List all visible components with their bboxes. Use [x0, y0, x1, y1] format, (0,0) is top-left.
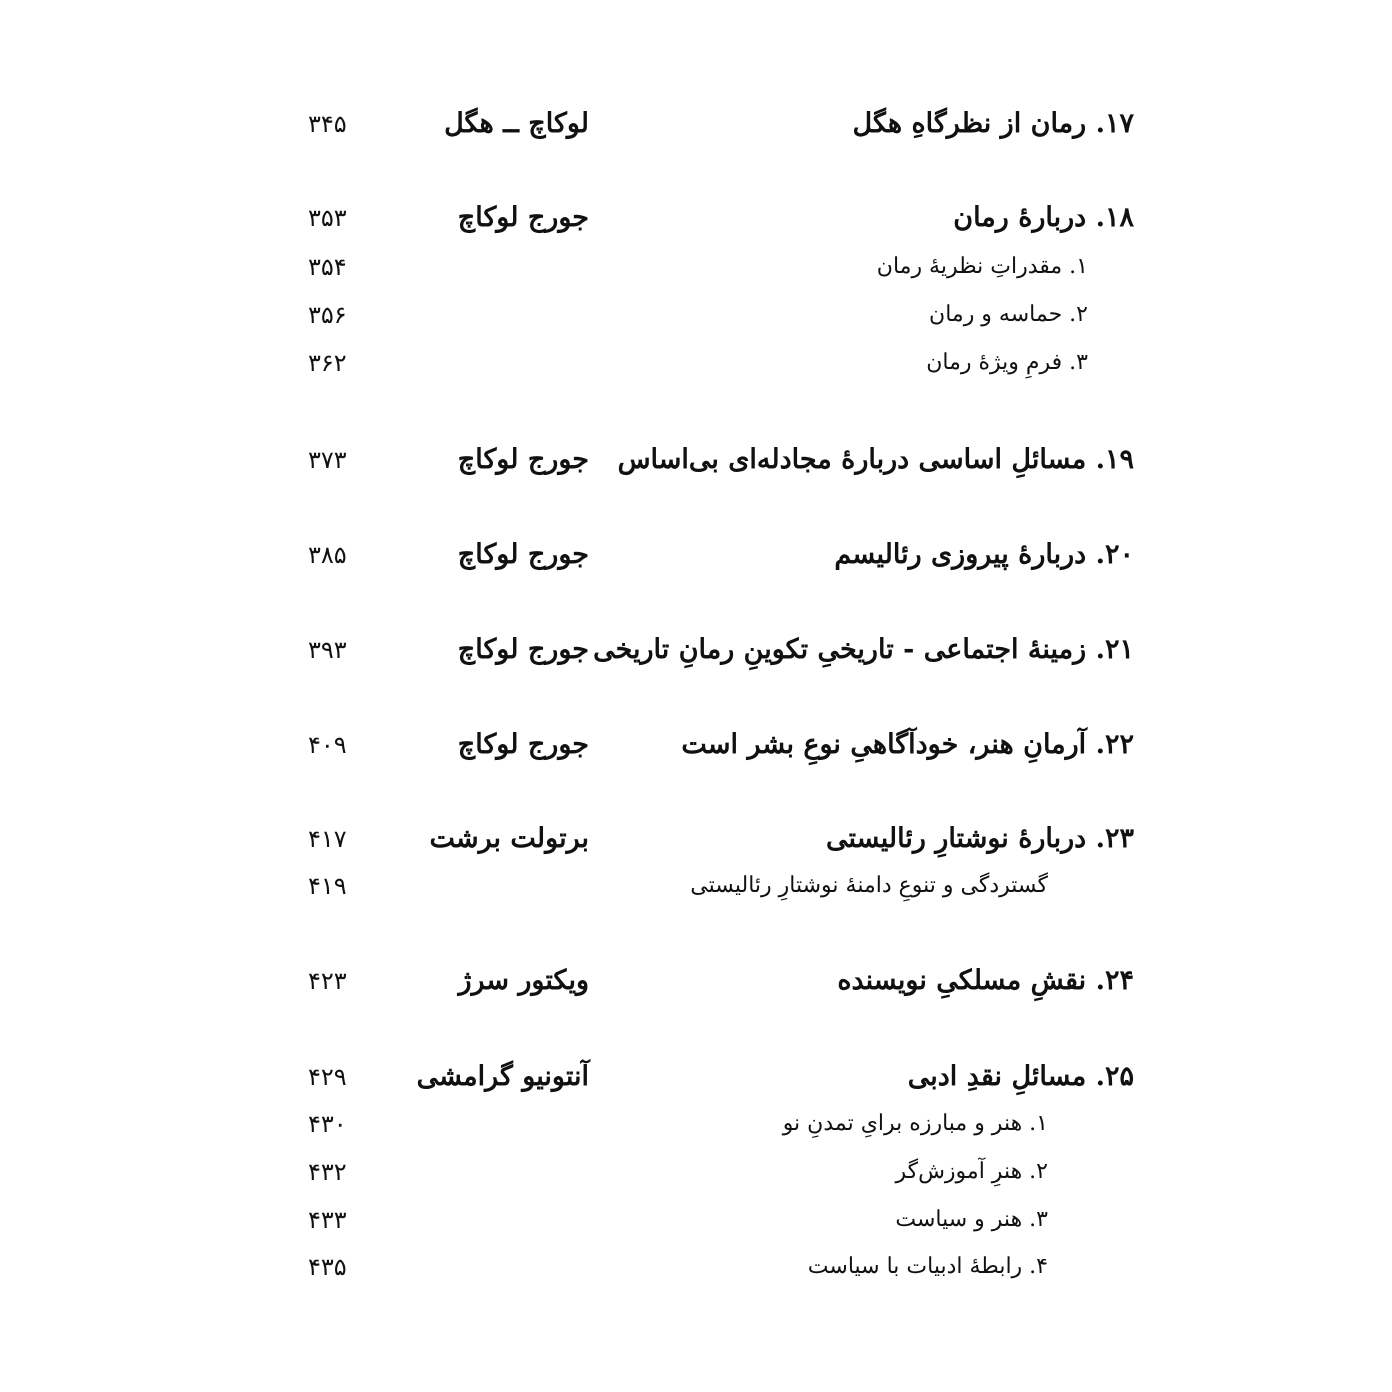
toc-chapter-23	[0, 815, 1392, 863]
chapter-title: ۲۴. نقشِ مسلکیِ نویسنده	[837, 965, 1134, 996]
toc-chapter-20	[0, 531, 1392, 579]
chapter-title: ۲۲. آرمانِ هنر، خودآگاهیِ نوعِ بشر است	[681, 729, 1134, 760]
page-number: ۴۱۹	[308, 872, 347, 900]
chapter-title: ۲۰. دربارهٔ پیروزی رئالیسم	[834, 539, 1134, 570]
page-number: ۴۳۵	[308, 1253, 347, 1281]
page-number: ۳۹۳	[308, 636, 347, 664]
section-title: ۴. رابطهٔ ادبیات با سیاست	[807, 1254, 1048, 1279]
section-title: گستردگی و تنوعِ دامنهٔ نوشتارِ رئالیستی	[690, 873, 1048, 898]
toc-section	[0, 1243, 1392, 1291]
page-number: ۴۳۲	[308, 1158, 347, 1186]
chapter-author: جورج لوکاچ	[457, 729, 589, 760]
toc-chapter-17	[0, 100, 1392, 148]
page-number: ۴۳۳	[308, 1206, 347, 1234]
toc-chapter-22	[0, 721, 1392, 769]
chapter-title: ۱۷. رمان از نظرگاهِ هگل	[852, 108, 1134, 139]
chapter-author: آنتونیو گرامشی	[416, 1061, 589, 1092]
section-title: ۳. هنر و سیاست	[895, 1207, 1048, 1232]
toc-chapter-21	[0, 626, 1392, 674]
page-number: ۴۰۹	[308, 731, 347, 759]
section-title: ۱. هنر و مبارزه برایِ تمدنِ نو	[782, 1111, 1048, 1136]
chapter-author: لوکاچ ــ هگل	[444, 108, 589, 139]
chapter-author: برتولت برشت	[429, 823, 589, 854]
section-title: ۳. فرمِ ویژهٔ رمان	[926, 350, 1088, 375]
page-number: ۳۴۵	[308, 110, 347, 138]
page-number: ۴۱۷	[308, 825, 347, 853]
toc-chapter-25	[0, 1053, 1392, 1101]
page-number: ۳۵۴	[308, 253, 347, 281]
toc-section	[0, 1196, 1392, 1244]
section-title: ۱. مقدراتِ نظریهٔ رمان	[876, 254, 1088, 279]
section-title: ۲. حماسه و رمان	[929, 302, 1088, 327]
chapter-title: ۲۳. دربارهٔ نوشتارِ رئالیستی	[826, 823, 1134, 854]
chapter-title: ۲۱. زمینهٔ اجتماعی - تاریخیِ تکوینِ رمانِ تاریخی	[593, 634, 1134, 665]
section-title: ۲. هنرِ آموزش‌گر	[895, 1159, 1048, 1184]
toc-section	[0, 291, 1392, 339]
toc-section	[0, 1148, 1392, 1196]
page-number: ۳۶۲	[308, 349, 347, 377]
toc-section	[0, 243, 1392, 291]
chapter-title: ۱۹. مسائلِ اساسی دربارهٔ مجادله‌ای بی‌اساس	[617, 444, 1134, 475]
chapter-author: ویکتور سرژ	[458, 965, 589, 996]
chapter-author: جورج لوکاچ	[457, 202, 589, 233]
toc-section	[0, 339, 1392, 387]
page-number: ۴۲۳	[308, 967, 347, 995]
toc-chapter-19	[0, 436, 1392, 484]
chapter-title: ۱۸. دربارهٔ رمان	[953, 202, 1134, 233]
chapter-title: ۲۵. مسائلِ نقدِ ادبی	[907, 1061, 1134, 1092]
toc-chapter-18	[0, 194, 1392, 242]
toc-section	[0, 1100, 1392, 1148]
page-number: ۳۷۳	[308, 446, 347, 474]
page-number: ۳۵۳	[308, 204, 347, 232]
toc-chapter-24	[0, 957, 1392, 1005]
page-number: ۴۳۰	[308, 1110, 347, 1138]
chapter-author: جورج لوکاچ	[457, 539, 589, 570]
page-number: ۴۲۹	[308, 1063, 347, 1091]
page-number: ۳۸۵	[308, 541, 347, 569]
page-number: ۳۵۶	[308, 301, 347, 329]
toc-section	[0, 862, 1392, 910]
chapter-author: جورج لوکاچ	[457, 444, 589, 475]
chapter-author: جورج لوکاچ	[457, 634, 589, 665]
